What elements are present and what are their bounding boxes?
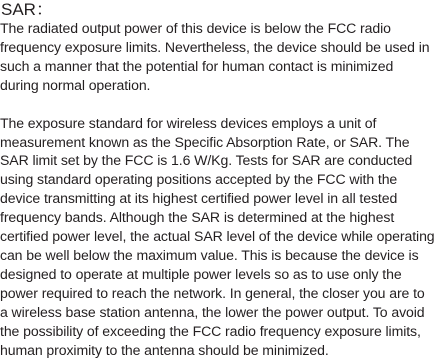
paragraph-2: The exposure standard for wireless devices employs a unit of measurement known as the Specific Absorption Rate, or SAR. The SAR limit set by the FCC is 1.6 W/Kg. Tests for SAR are conducted using standard operating positions accepted by the FCC with the device transmitting at its highest certified power level in all tested frequency bands. Although the SAR is determined at the highest certified power level, the actual SAR level of the device while operating can be well below the maximum value. This is because the device is designed to operate at multiple power levels so as to use only the power required to reach the network. In general, the closer you are to a wireless base station antenna, the lower the power output. To avoid the possibility of exceeding the FCC radio frequency exposure limits, human proximity to the antenna should be minimized. — [0, 114, 435, 358]
section-heading: SAR： — [1, 0, 53, 19]
paragraph-1: The radiated output power of this device is below the FCC radio frequency exposure limits. Nevertheless, the device should be used in such a manner that the potential for human contact is minimized during normal operation. — [0, 20, 430, 93]
paragraph-spacer — [0, 95, 435, 114]
